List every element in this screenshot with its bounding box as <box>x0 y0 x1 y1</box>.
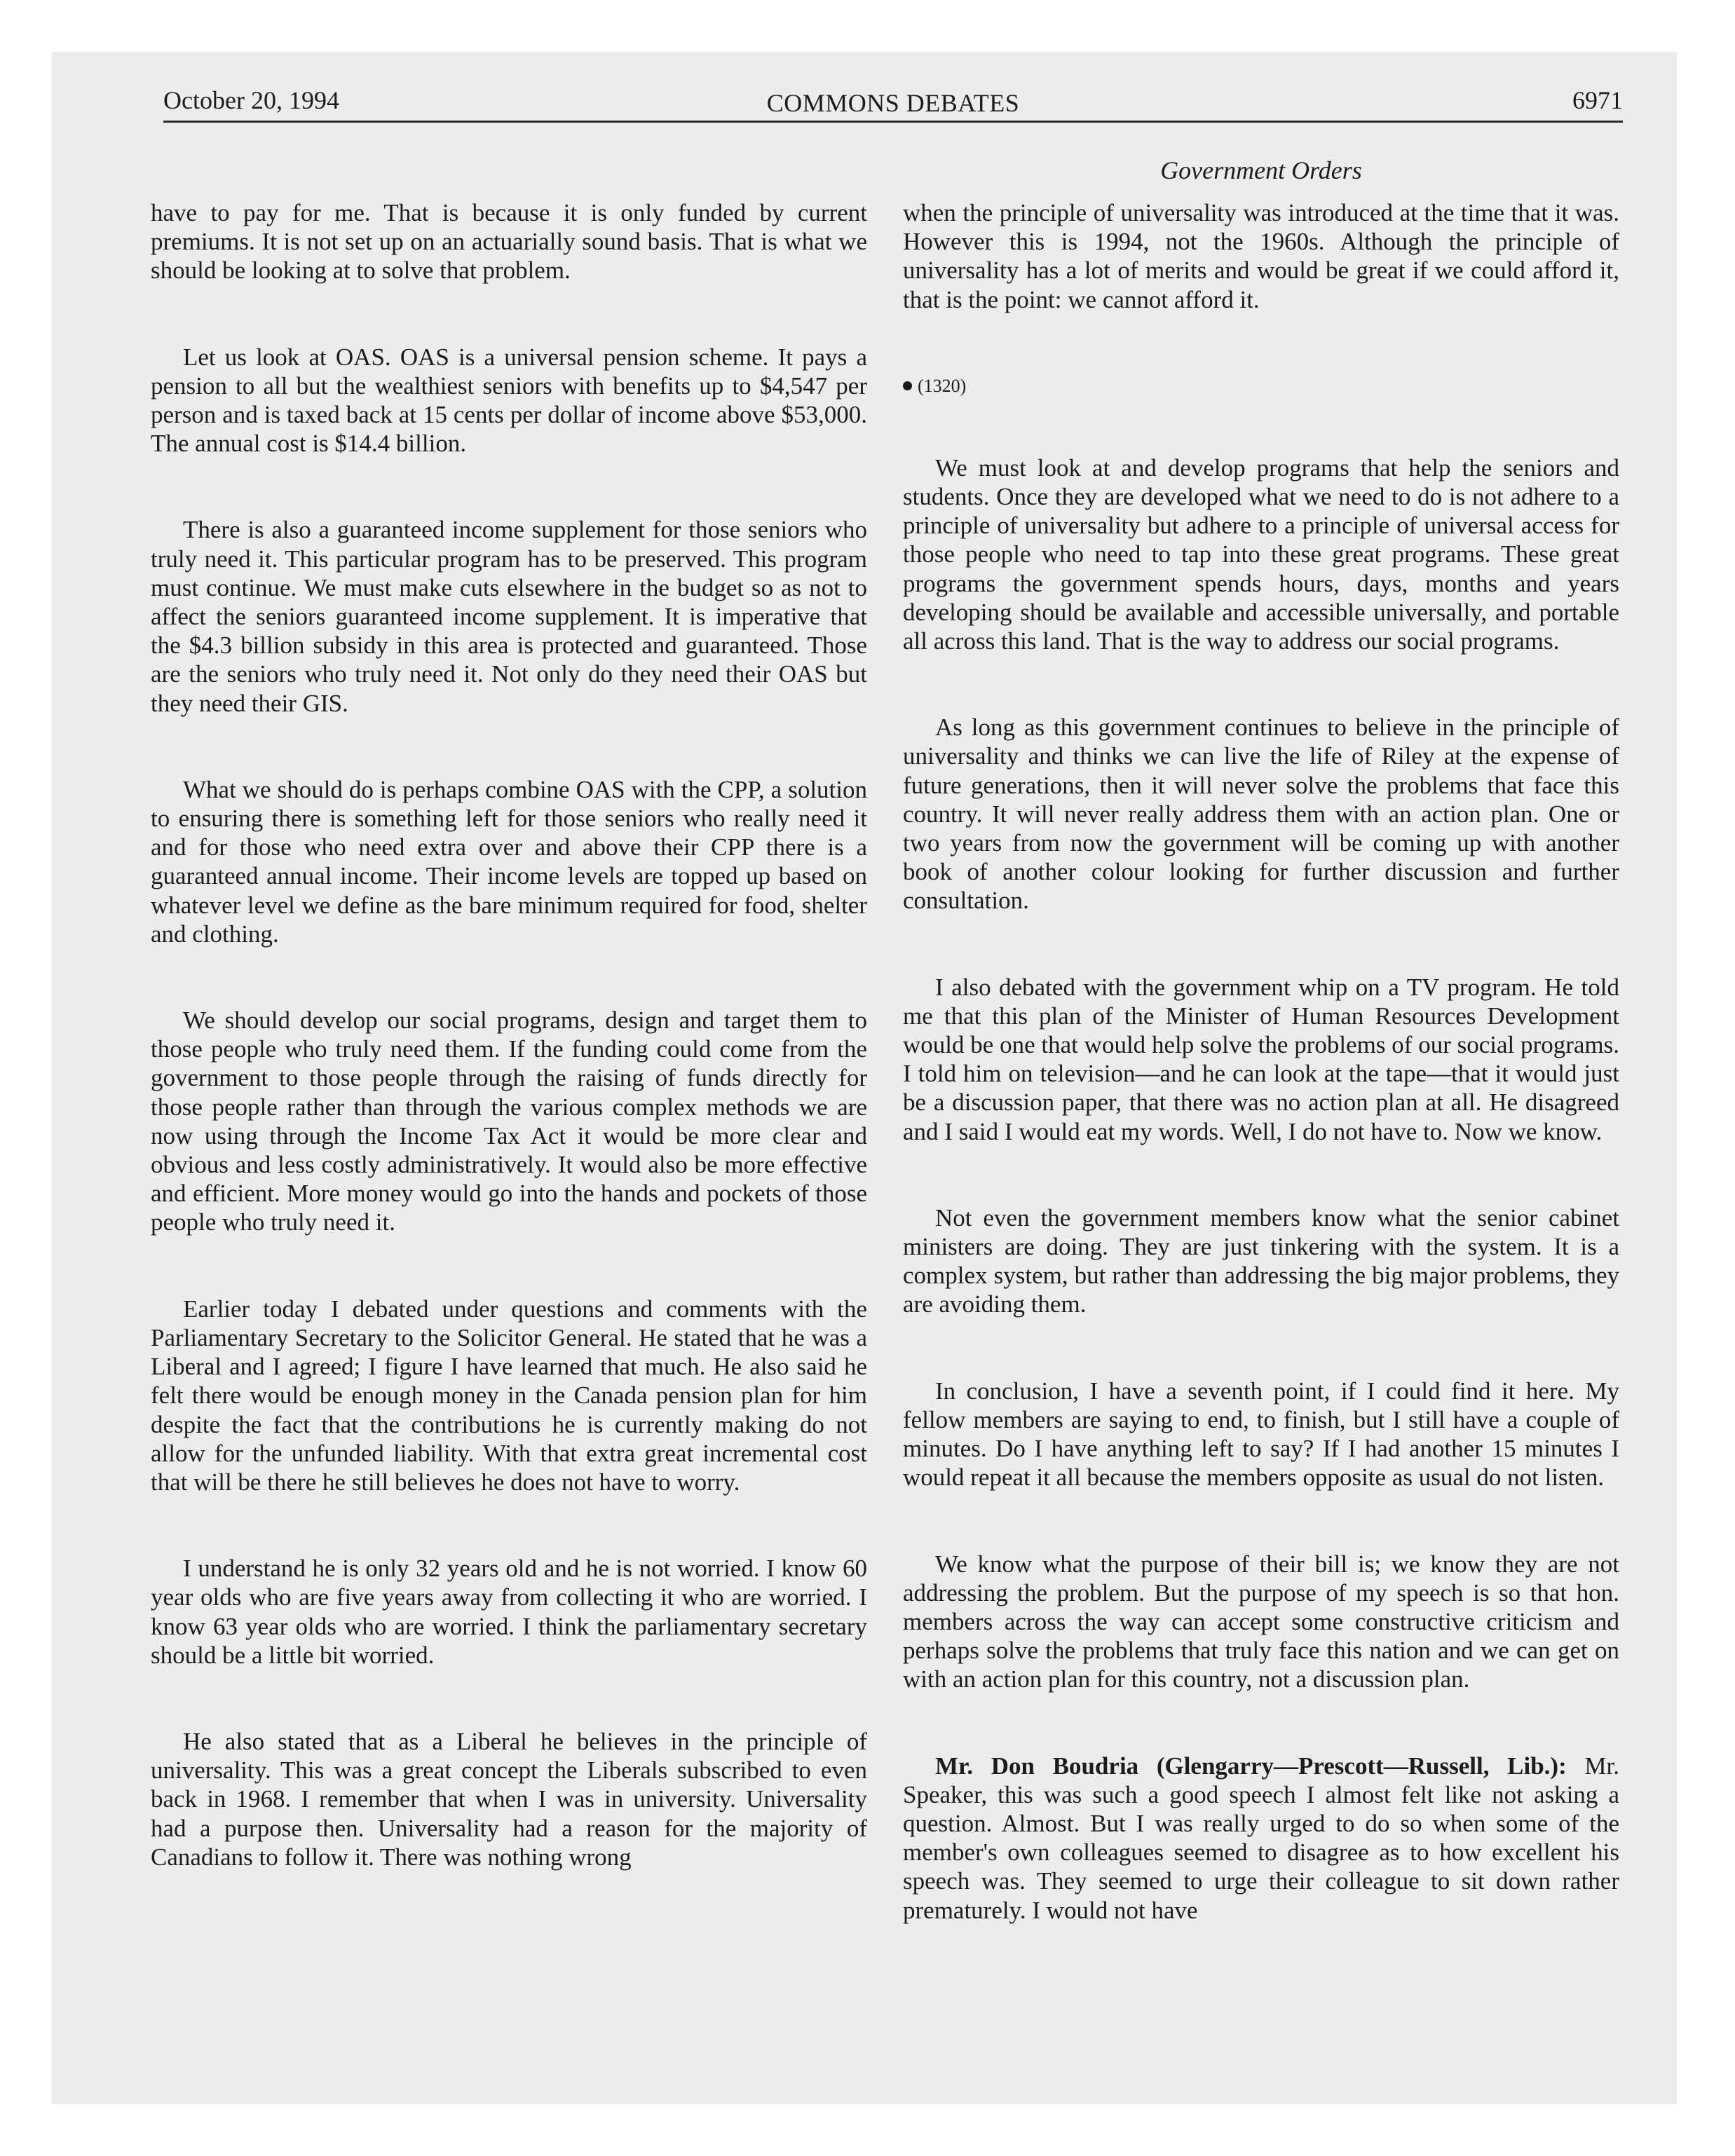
speaker-name: Mr. Don Boudria (Glengarry—Prescott—Russell, Lib.): <box>935 1752 1567 1780</box>
section-heading: Government Orders <box>1160 156 1362 184</box>
page-number: 6971 <box>1572 86 1623 114</box>
speech-text: Mr. Speaker, this was such a good speech I almost felt like not asking a question. Almost. But I was really urged to do so when some of the member's own colleagues seemed to disagree as to how excellent his speech was. They seemed to urge their colleague to sit down rather prematurely. I would not have <box>903 1752 1620 1924</box>
time-marker-text: (1320) <box>918 375 967 396</box>
header-date: October 20, 1994 <box>163 86 339 114</box>
paragraph: I also debated with the government whip on a TV program. He told me that this plan of the Minister of Human Resources Development would be one that would help solve the problems of our social programs. I told him on television—and he can look at the tape—that it would just be a discussion paper, that there was no action plan at all. He disagreed and I said I would eat my words. Well, I do not have to. Now we know. <box>903 973 1619 1145</box>
left-column <box>151 198 867 1929</box>
paragraph: In conclusion, I have a seventh point, if I could find it here. My fellow members are saying to end, to finish, but I still have a couple of minutes. Do I have anything left to say? If I had another 15 minutes I would repeat it all because the members opposite as usual do not listen. <box>903 1377 1619 1492</box>
paragraph: There is also a guaranteed income supplement for those seniors who truly need it. This particular program has to be preserved. This program must continue. We must make cuts elsewhere in the budget so as not to affect the seniors guaranteed income supplement. It is imperative that the $4.3 billion subsidy in this area is protected and guaranteed. Those are the seniors who truly need it. Not only do they need their OAS but they need their GIS. <box>151 516 867 717</box>
paragraph: We should develop our social programs, design and target them to those people who truly need them. If the funding could come from the government to those people through the raising of funds directly for those people rather than through the various complex methods we are now using through the Income Tax Act it would be more clear and obvious and less costly administratively. It would also be more effective and efficient. More money would go into the hands and pockets of those people who truly need it. <box>151 1007 867 1236</box>
speaker-paragraph <box>903 1752 1619 1925</box>
paragraph: I understand he is only 32 years old and he is not worried. I know 60 year olds who are five years away from collecting it who are worried. I know 63 year olds who are worried. I think the parliamentary secretary should be a little bit worried. <box>151 1555 867 1669</box>
bullet-icon <box>903 381 912 390</box>
paragraph: have to pay for me. That is because it is only funded by current premiums. It is not set up on an actuarially sound basis. That is what we should be looking at to solve that problem. <box>151 199 867 285</box>
paragraph: What we should do is perhaps combine OAS with the CPP, a solution to ensuring there is something left for those seniors who really need it and for those who need extra over and above their CPP there is a guaranteed annual income. Their income levels are topped up based on whatever level we define as the bare minimum required for food, shelter and clothing. <box>151 775 867 948</box>
paragraph: Earlier today I debated under questions and comments with the Parliamentary Secretary to the Solicitor General. He stated that he was a Liberal and I agreed; I figure I have learned that much. He also said he felt there would be enough money in the Canada pension plan for him despite the fact that the contributions he is currently making do not allow for the unfunded liability. With that extra great incremental cost that will be there he still believes he does not have to worry. <box>151 1295 867 1496</box>
paragraph: Let us look at OAS. OAS is a universal pension scheme. It pays a pension to all but the wealthiest seniors with benefits up to $4,547 per person and is taxed back at 15 cents per dollar of income above $53,000. The annual cost is $14.4 billion. <box>151 343 867 458</box>
right-column <box>903 198 1619 1982</box>
paragraph: He also stated that as a Liberal he believes in the principle of universality. This was a great concept the Liberals subscribed to even back in 1968. I remember that when I was in university. Universality had a purpose then. Universality had a reason for the majority of Canadians to follow it. There was nothing wrong <box>151 1727 867 1871</box>
paragraph: when the principle of universality was introduced at the time that it was. However this is 1994, not the 1960s. Although the principle of universality has a lot of merits and would be great if we could afford it, that is the point: we cannot afford it. <box>903 199 1619 313</box>
paragraph: Not even the government members know what the senior cabinet ministers are doing. They are just tinkering with the system. It is a complex system, but rather than addressing the big major problems, they are avoiding them. <box>903 1203 1619 1318</box>
header-title: COMMONS DEBATES <box>766 89 1020 117</box>
paragraph: As long as this government continues to believe in the principle of universality and thinks we can live the life of Riley at the expense of future generations, then it will never solve the problems that face this country. It will never really address them with an action plan. One or two years from now the government will be coming up with another book of another colour looking for further discussion and further consultation. <box>903 714 1619 915</box>
paragraph: We must look at and develop programs that help the seniors and students. Once they are developed what we need to do is not adhere to a principle of universality but adhere to a principle of universal access for those people who need to tap into these great programs. These great programs the government spends hours, days, months and years developing should be available and accessible universally, and portable all across this land. That is the way to address our social programs. <box>903 453 1619 655</box>
running-header <box>163 81 1623 123</box>
time-marker <box>903 371 1619 400</box>
paragraph: We know what the purpose of their bill is; we know they are not addressing the problem. But the purpose of my speech is so that hon. members across the way can accept some constructive criticism and perhaps solve the problems that truly face this nation and we can get on with an action plan for this country, not a discussion plan. <box>903 1550 1619 1693</box>
